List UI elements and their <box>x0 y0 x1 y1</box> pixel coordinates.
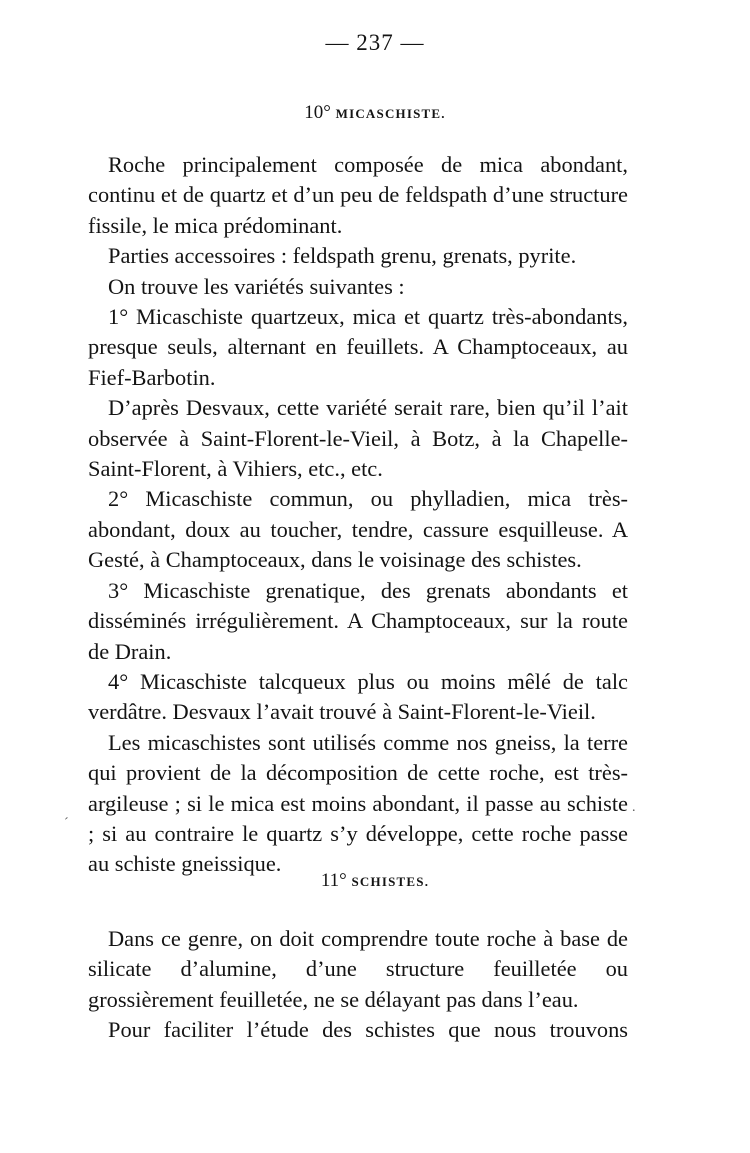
section-number: 10° <box>304 102 331 123</box>
section-heading-schistes <box>0 870 750 892</box>
print-speck: ˊ <box>64 816 69 831</box>
section-body-schistes <box>88 924 628 1046</box>
section-title: SCHISTES. <box>351 874 430 889</box>
paragraph: On trouve les variétés suivantes : <box>108 273 405 299</box>
paragraph: 1° Micaschiste quartzeux, mica et quartz très-abondants, presque seuls, alternant en feuillets. A Champtoceaux, au Fief-Barbotin. <box>88 304 628 390</box>
print-speck: . <box>632 800 636 815</box>
section-number: 11° <box>320 870 347 891</box>
paragraph: Parties accessoires : feldspath grenu, grenats, pyrite. <box>108 243 577 269</box>
section-title: MICASCHISTE. <box>335 106 446 121</box>
page-number: — 237 — <box>325 30 425 55</box>
paragraph: Les micaschistes sont utilisés comme nos gneiss, la terre qui provient de la décomposition de cette roche, est très-argileuse ; si le mica est moins abondant, il passe au schiste ; si au contraire le quartz s’y développe, cette roche passe au schiste gneissique. <box>88 729 628 877</box>
section-heading-micaschiste <box>0 102 750 124</box>
section-body-micaschiste <box>88 150 628 880</box>
paragraph: Dans ce genre, on doit comprendre toute roche à base de silicate d’alumine, d’une structure feuilletée ou grossièrement feuilletée, ne se délayant pas dans l’eau. <box>88 926 628 1012</box>
paragraph: 3° Micaschiste grenatique, des grenats abondants et disséminés irrégulièrement. A Champtoceaux, sur la route de Drain. <box>88 577 628 664</box>
paragraph: Pour faciliter l’étude des schistes que nous trouvons <box>108 1017 628 1043</box>
paragraph: Roche principalement composée de mica abondant, continu et de quartz et d’un peu de feldspath d’une structure fissile, le mica prédominant. <box>88 152 628 238</box>
paragraph: 4° Micaschiste talcqueux plus ou moins mêlé de talc verdâtre. Desvaux l’avait trouvé à Saint-Florent-le-Vieil. <box>88 668 628 725</box>
paragraph: D’après Desvaux, cette variété serait rare, bien qu’il l’ait observée à Saint-Florent-le-Vieil, à Botz, à la Chapelle-Saint-Florent, à Vihiers, etc., etc. <box>88 395 628 482</box>
paragraph: 2° Micaschiste commun, ou phylladien, mica très-abondant, doux au toucher, tendre, cassure esquilleuse. A Gesté, à Champtoceaux, dans le voisinage des schistes. <box>88 486 628 573</box>
